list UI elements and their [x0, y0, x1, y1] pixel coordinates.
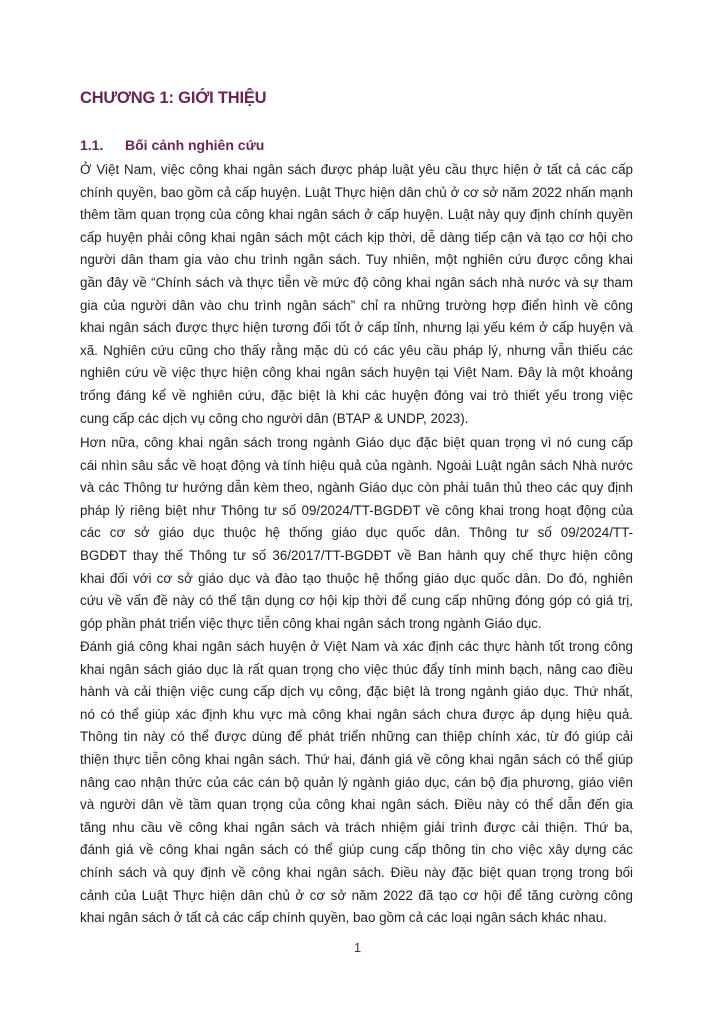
paragraph-line: Hơn nữa, công khai ngân sách trong ngành Giáo dục đặc biệt quan trọng vì nó cung cấp	[80, 435, 633, 450]
paragraph-line: cung cấp các dịch vụ công cho người dân (BTAP & UNDP, 2023).	[80, 410, 469, 426]
page-number: 1	[353, 940, 362, 955]
paragraph-line: khai ngân sách ở tất cả các cấp chính quyền, bao gồm cả các loại ngân sách khác nhau.	[80, 910, 607, 926]
paragraph-line: pháp lý riêng biệt như Thông tư số 09/2024/TT-BGDĐT về công khai trong hoạt động của	[80, 502, 633, 518]
paragraph-line: cảnh của Luật Thực hiện dân chủ ở cơ sở năm 2022 đã tạo cơ hội để tăng cường công	[80, 887, 633, 903]
paragraph-line: gần đây về “Chính sách và thực tiễn về mức độ công khai ngân sách nhà nước và sự tham	[80, 274, 633, 290]
paragraph-line: cái nhìn sâu sắc về hoạt động và tính hiệu quả của ngành. Ngoài Luật ngân sách Nhà nước	[80, 457, 633, 473]
paragraph-2	[80, 432, 633, 635]
paragraph-line: góp phần phát triển việc thực tiễn công khai ngân sách trong ngành Giáo dục.	[80, 615, 542, 631]
paragraph-line: khai ngân sách được thực hiện tương đối tốt ở cấp tỉnh, nhưng lại yếu kém ở cấp huyện và	[80, 320, 633, 336]
paragraph-line: BGDĐT thay thế Thông tư số 36/2017/TT-BGDĐT về Ban hành quy chế thực hiện công	[80, 547, 633, 563]
paragraph-line: trống đáng kể về nghiên cứu, đặc biệt là khi các huyện đóng vai trò thiết yếu trong việc	[80, 387, 633, 403]
paragraph-line: khai ngân sách giáo dục là rất quan trọng cho việc thúc đẩy tính minh bạch, nâng cao điều	[80, 661, 633, 677]
paragraph-line: đánh giá về công khai ngân sách có thể giúp cung cấp thông tin cho việc xây dựng các	[80, 842, 633, 858]
paragraph-line: nó có thể giúp xác định khu vực mà công khai ngân sách chưa được áp dụng hiệu quả.	[80, 706, 633, 722]
paragraph-line: chính quyền, bao gồm cả cấp huyện. Luật Thực hiện dân chủ ở cơ sở năm 2022 nhấn mạnh	[80, 184, 633, 200]
paragraph-line: người dân tham gia vào chu trình ngân sách. Tuy nhiên, một nghiên cứu được công khai	[80, 252, 633, 268]
paragraph-3	[80, 636, 633, 930]
paragraph-line: chính sách và quy định về công khai ngân sách. Điều này đặc biệt quan trọng trong bối	[80, 864, 633, 880]
section-number: 1.1.	[80, 137, 104, 153]
paragraph-line: Thông tin này có thể được dùng để phát triển những can thiệp chính xác, từ đó giúp cải	[80, 729, 633, 745]
section-title: Bối cảnh nghiên cứu	[125, 137, 265, 153]
paragraph-line: cứu về vấn đề này có thể tận dụng cơ hội kịp thời để cung cấp những đóng góp có giá trị,	[80, 593, 633, 609]
paragraph-line: xã. Nghiên cứu cũng cho thấy rằng mặc dù có các yêu cầu pháp lý, nhưng vẫn thiếu các	[80, 342, 633, 358]
section-heading	[80, 137, 264, 153]
paragraph-line: hành và cải thiện việc cung cấp dịch vụ công, đặc biệt là trong ngành giáo dục. Thứ nhất,	[80, 684, 633, 700]
paragraph-line: Ở Việt Nam, việc công khai ngân sách được pháp luật yêu cầu thực hiện ở tất cả các cấp	[80, 162, 633, 177]
paragraph-line: cấp huyện phải công khai ngân sách một cách kịp thời, dễ dàng tiếp cận và tạo cơ hội cho	[80, 229, 633, 245]
paragraph-line: các cơ sở giáo dục thuộc hệ thống giáo dục quốc dân. Thông tư số 09/2024/TT-	[80, 525, 633, 541]
paragraph-line: và các Thông tư hướng dẫn kèm theo, ngành Giáo dục còn phải tuân thủ theo các quy định	[80, 480, 633, 496]
chapter-title: CHƯƠNG 1: GIỚI THIỆU	[80, 89, 267, 107]
paragraph-line: gia của người dân vào chu trình ngân sách” chỉ ra những trường hợp điển hình về công	[80, 297, 633, 313]
paragraph-line: tăng nhu cầu về công khai ngân sách và trách nhiệm giải trình được cải thiện. Thứ ba,	[80, 819, 633, 835]
paragraph-line: nghiên cứu về việc thực hiện công khai ngân sách huyện tại Việt Nam. Đây là một khoảng	[80, 365, 633, 381]
paragraph-line: Đánh giá công khai ngân sách huyện ở Việt Nam và xác định các thực hành tốt trong công	[80, 639, 633, 654]
paragraph-line: khai đối với cơ sở giáo dục và đào tạo thuộc hệ thống giáo dục quốc dân. Do đó, nghiên	[80, 570, 633, 586]
paragraph-line: và người dân về tầm quan trọng của công khai ngân sách. Điều này có thể dẫn đến gia	[80, 797, 633, 813]
paragraph-1	[80, 159, 633, 430]
paragraph-line: nâng cao nhận thức của các cán bộ quản lý ngành giáo dục, cán bộ địa phương, giáo viên	[80, 774, 633, 790]
paragraph-line: thiện thực tiễn công khai ngân sách. Thứ hai, đánh giá về công khai ngân sách có thể giúp	[80, 751, 633, 767]
paragraph-line: thêm tầm quan trọng của công khai ngân sách ở cấp huyện. Luật này quy định chính quyền	[80, 207, 633, 223]
